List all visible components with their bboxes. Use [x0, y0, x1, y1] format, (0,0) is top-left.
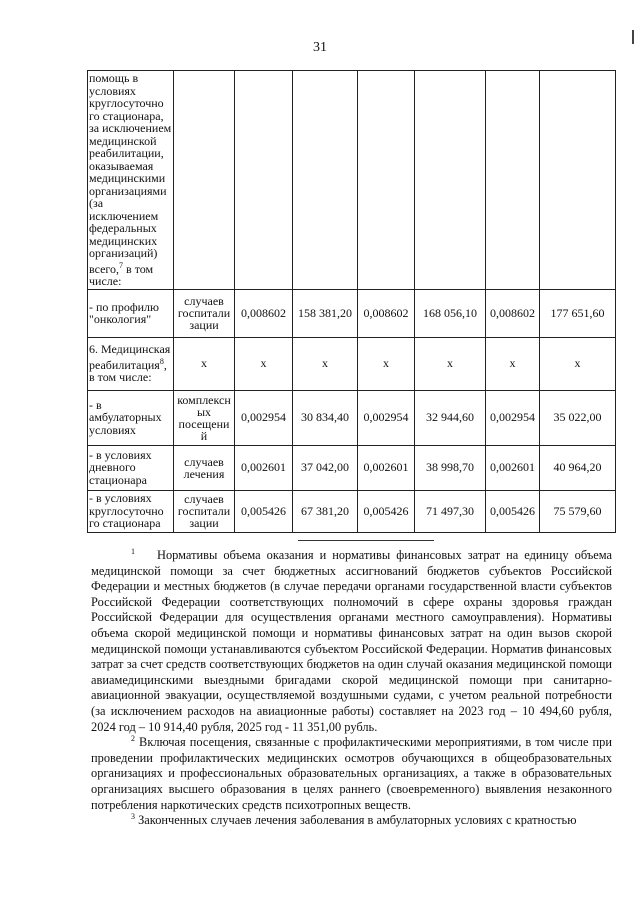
cell [486, 71, 540, 290]
unit-cell: случаев лечения [174, 445, 235, 490]
row-label: - в условиях дневного стационара [88, 445, 174, 490]
cell [358, 71, 415, 290]
footnote-mark: 1 [131, 546, 135, 556]
value-cell: 67 381,20 [293, 490, 358, 532]
row-label: помощь в условиях круглосуточно го стационара, за исключением медицинской реабилитации, оказываемая медицинскими организациями (за исключением федеральных медицинских организаций) всего,$^7$ в том числе: [88, 71, 174, 290]
value-cell: 0,002601 [235, 445, 293, 490]
value-cell: 0,008602 [486, 289, 540, 337]
value-cell: 30 834,40 [293, 390, 358, 445]
unit-cell: случаев госпитали зации [174, 289, 235, 337]
cell [415, 71, 486, 290]
table-row [88, 390, 616, 445]
value-cell: 0,002954 [358, 390, 415, 445]
footnote-mark: 3 [131, 811, 135, 821]
row-label: 6. Медицинская реабилитация$^8$, в том числе: [88, 337, 174, 390]
norms-table [87, 70, 616, 533]
table-row [88, 445, 616, 490]
table-row [88, 490, 616, 532]
footnote-mark: 2 [131, 734, 135, 743]
footnote: $^3$ Законченных случаев лечения заболевания в амбулаторных условиях с кратностью [131, 811, 577, 828]
value-cell: 0,002601 [486, 445, 540, 490]
margin-mark [632, 30, 634, 44]
value-cell: 35 022,00 [540, 390, 616, 445]
value-cell: 0,005426 [235, 490, 293, 532]
value-cell: 168 056,10 [415, 289, 486, 337]
cell [540, 71, 616, 290]
value-cell: 37 042,00 [293, 445, 358, 490]
value-cell: 71 497,30 [415, 490, 486, 532]
value-cell: х [486, 337, 540, 390]
value-cell: 0,002601 [358, 445, 415, 490]
value-cell: 32 944,60 [415, 390, 486, 445]
table-row [88, 71, 616, 290]
footnote: $^1$ Нормативы объема оказания и нормативы финансовых затрат на единицу объема медицинской помощи за счет бюджетных ассигнований бюджетов субъектов Российской Федерации и местных бюджетов (в случае передачи органами государственной власти субъектов Российской Федерации соответствующих полномочий в сфере охраны здоровья граждан Российской Федерации для осуществления органами местного самоуправления). Нормативы объема скорой медицинской помощи и нормативы финансовых затрат на один вызов скорой медицинской помощи устанавливаются субъектом Российской Федерации. Норматив финансовых затрат за счет средств соответствующих бюджетов на один случай оказания медицинской помощи авиамедицинскими выездными бригадами скорой медицинской помощи при санитарно-авиационной эвакуации, осуществляемой воздушными судами, с учетом реальной потребности (за исключением расходов на авиационные работы) составляет на 2023 год – 10 494,60 рубля, 2024 год – 10 914,40 рубля, 2025 год - 11 351,00 рубль. [91, 546, 612, 734]
value-cell: 75 579,60 [540, 490, 616, 532]
value-cell: 158 381,20 [293, 289, 358, 337]
row-label: - в амбулаторных условиях [88, 390, 174, 445]
value-cell: х [293, 337, 358, 390]
value-cell: х [358, 337, 415, 390]
value-cell: 40 964,20 [540, 445, 616, 490]
value-cell: 38 998,70 [415, 445, 486, 490]
row-label: - в условиях круглосуточно го стационара [88, 490, 174, 532]
footnote-mark: 8 [159, 356, 164, 366]
value-cell: 0,005426 [358, 490, 415, 532]
value-cell: 0,005426 [486, 490, 540, 532]
table-row [88, 289, 616, 337]
cell [174, 71, 235, 290]
unit-cell: комплексн ых посещени й [174, 390, 235, 445]
footnote-separator [298, 540, 434, 541]
unit-cell: случаев госпитали зации [174, 490, 235, 532]
value-cell: 0,002954 [235, 390, 293, 445]
footnote: $^2$ Включая посещения, связанные с профилактическими мероприятиями, в том числе при проведении профилактических медицинских осмотров обучающихся в общеобразовательных организациях и профессиональных образовательных организациях, а также в образовательных организациях высшего образования в целях раннего (своевременного) выявления незаконного потребления наркотических средств психотропных веществ. [91, 734, 612, 812]
row-label: - по профилю "онкология" [88, 289, 174, 337]
value-cell: 177 651,60 [540, 289, 616, 337]
value-cell: 0,002954 [486, 390, 540, 445]
cell [293, 71, 358, 290]
footnotes [91, 548, 612, 829]
value-cell: х [540, 337, 616, 390]
page-number: 31 [313, 40, 327, 55]
value-cell: 0,008602 [235, 289, 293, 337]
footnote-mark: 7 [119, 260, 124, 270]
value-cell: х [235, 337, 293, 390]
table-row [88, 337, 616, 390]
value-cell: х [415, 337, 486, 390]
value-cell: 0,008602 [358, 289, 415, 337]
unit-cell: х [174, 337, 235, 390]
cell [235, 71, 293, 290]
